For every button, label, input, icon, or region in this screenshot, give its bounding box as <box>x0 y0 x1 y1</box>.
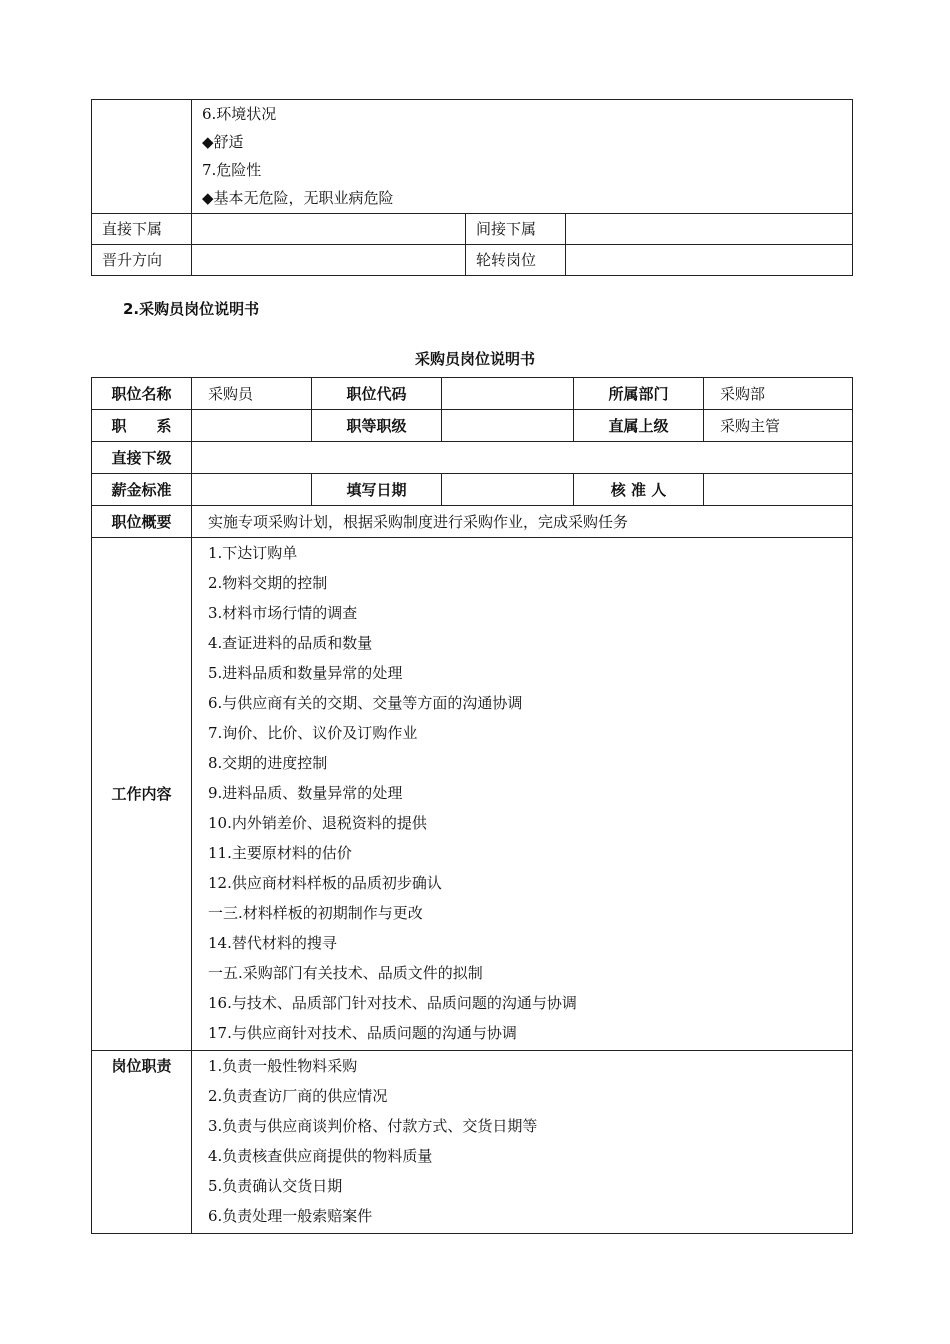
work-item: 17.与供应商针对技术、品质问题的沟通与协调 <box>208 1024 517 1042</box>
rotation-value <box>566 245 853 276</box>
work-content-label: 工作内容 <box>92 538 192 1051</box>
direct-subordinate-label: 直接下级 <box>92 442 192 474</box>
duties-label: 岗位职责 <box>92 1051 192 1234</box>
environment-table <box>91 99 853 276</box>
env-line: 7.危险性 <box>202 161 262 179</box>
env-content-cell <box>192 100 853 214</box>
series-value <box>192 410 312 442</box>
duty-item: 4.负责核查供应商提供的物料质量 <box>208 1147 433 1165</box>
env-label-cell <box>92 100 192 214</box>
direct-sub-label: 直接下属 <box>92 214 192 245</box>
work-item: 一三.材料样板的初期制作与更改 <box>208 904 423 922</box>
indirect-sub-label: 间接下属 <box>466 214 566 245</box>
position-code-value <box>442 378 574 410</box>
position-code-label: 职位代码 <box>312 378 442 410</box>
fill-date-label: 填写日期 <box>312 474 442 506</box>
fill-date-value <box>442 474 574 506</box>
work-item: 3.材料市场行情的调查 <box>208 604 358 622</box>
summary-label: 职位概要 <box>92 506 192 538</box>
work-item: 8.交期的进度控制 <box>208 754 328 772</box>
direct-sub-value <box>192 214 466 245</box>
document-title: 采购员岗位说明书 <box>414 350 535 368</box>
duties-list <box>192 1051 853 1234</box>
promotion-value <box>192 245 466 276</box>
series-label: 职 系 <box>92 410 192 442</box>
work-item: 7.询价、比价、议价及订购作业 <box>208 724 418 742</box>
work-item: 2.物料交期的控制 <box>208 574 328 592</box>
salary-value <box>192 474 312 506</box>
work-item: 1.下达订购单 <box>208 544 298 562</box>
superior-label: 直属上级 <box>574 410 704 442</box>
duty-item: 6.负责处理一般索赔案件 <box>208 1207 373 1225</box>
work-item: 一五.采购部门有关技术、品质文件的拟制 <box>208 964 483 982</box>
rotation-label: 轮转岗位 <box>466 245 566 276</box>
indirect-sub-value <box>566 214 853 245</box>
env-line: ◆舒适 <box>202 133 244 151</box>
work-item: 12.供应商材料样板的品质初步确认 <box>208 874 442 892</box>
work-item: 14.替代材料的搜寻 <box>208 934 337 952</box>
salary-label: 薪金标准 <box>92 474 192 506</box>
work-item: 9.进料品质、数量异常的处理 <box>208 784 403 802</box>
duty-item: 5.负责确认交货日期 <box>208 1177 343 1195</box>
work-item: 11.主要原材料的估价 <box>208 844 352 862</box>
section-heading: 2.采购员岗位说明书 <box>123 300 260 318</box>
superior-value: 采购主管 <box>704 410 853 442</box>
work-item: 4.查证进料的品质和数量 <box>208 634 373 652</box>
env-line: 6.环境状况 <box>202 105 277 123</box>
position-name-value: 采购员 <box>192 378 312 410</box>
work-item: 6.与供应商有关的交期、交量等方面的沟通协调 <box>208 694 523 712</box>
position-name-label: 职位名称 <box>92 378 192 410</box>
env-line: ◆基本无危险，无职业病危险 <box>202 189 394 207</box>
grade-value <box>442 410 574 442</box>
duty-item: 2.负责查访厂商的供应情况 <box>208 1087 388 1105</box>
job-description-table <box>91 377 853 1234</box>
work-item: 16.与技术、品质部门针对技术、品质问题的沟通与协调 <box>208 994 577 1012</box>
summary-value: 实施专项采购计划，根据采购制度进行采购作业，完成采购任务 <box>192 506 853 538</box>
department-value: 采购部 <box>704 378 853 410</box>
promotion-label: 晋升方向 <box>92 245 192 276</box>
duty-item: 1.负责一般性物料采购 <box>208 1057 358 1075</box>
department-label: 所属部门 <box>574 378 704 410</box>
work-content-list <box>192 538 853 1051</box>
work-item: 10.内外销差价、退税资料的提供 <box>208 814 427 832</box>
direct-subordinate-value <box>192 442 853 474</box>
duty-item: 3.负责与供应商谈判价格、付款方式、交货日期等 <box>208 1117 538 1135</box>
approver-label: 核 准 人 <box>574 474 704 506</box>
work-item: 5.进料品质和数量异常的处理 <box>208 664 403 682</box>
grade-label: 职等职级 <box>312 410 442 442</box>
approver-value <box>704 474 853 506</box>
